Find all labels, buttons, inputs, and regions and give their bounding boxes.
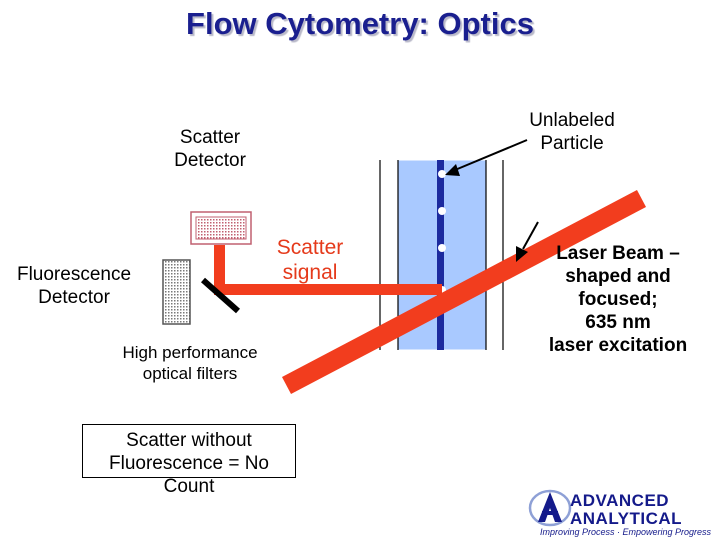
- scatter-detector-label: Scatter Detector: [174, 127, 246, 171]
- page-title: Flow Cytometry: Optics: [186, 6, 534, 41]
- particle: [438, 170, 446, 178]
- particle: [438, 244, 446, 252]
- logo-tagline: Improving Process · Empowering Progress: [540, 527, 712, 537]
- logo-mark-icon: [528, 488, 574, 528]
- scatter-signal-beam-horizontal: [214, 284, 442, 295]
- core-stream: [437, 160, 444, 350]
- scatter-detector-sensor: [196, 217, 246, 239]
- logo-line-2: ANALYTICAL: [570, 509, 683, 528]
- particle: [438, 207, 446, 215]
- fluorescence-detector: [163, 260, 190, 324]
- filters-label: High performance optical filters: [122, 343, 258, 383]
- logo-line-1: ADVANCED: [570, 491, 670, 510]
- unlabeled-particle-label: Unlabeled Particle: [529, 110, 615, 154]
- scatter-signal-label: Scatter signal: [276, 236, 344, 284]
- laser-beam-label: Laser Beam – shaped and focused; 635 nm laser excitation: [548, 243, 688, 356]
- no-count-note: Scatter without Fluorescence = No Count: [82, 424, 296, 478]
- company-logo: [528, 488, 712, 537]
- fluorescence-detector-label: Fluorescence Detector: [16, 264, 132, 308]
